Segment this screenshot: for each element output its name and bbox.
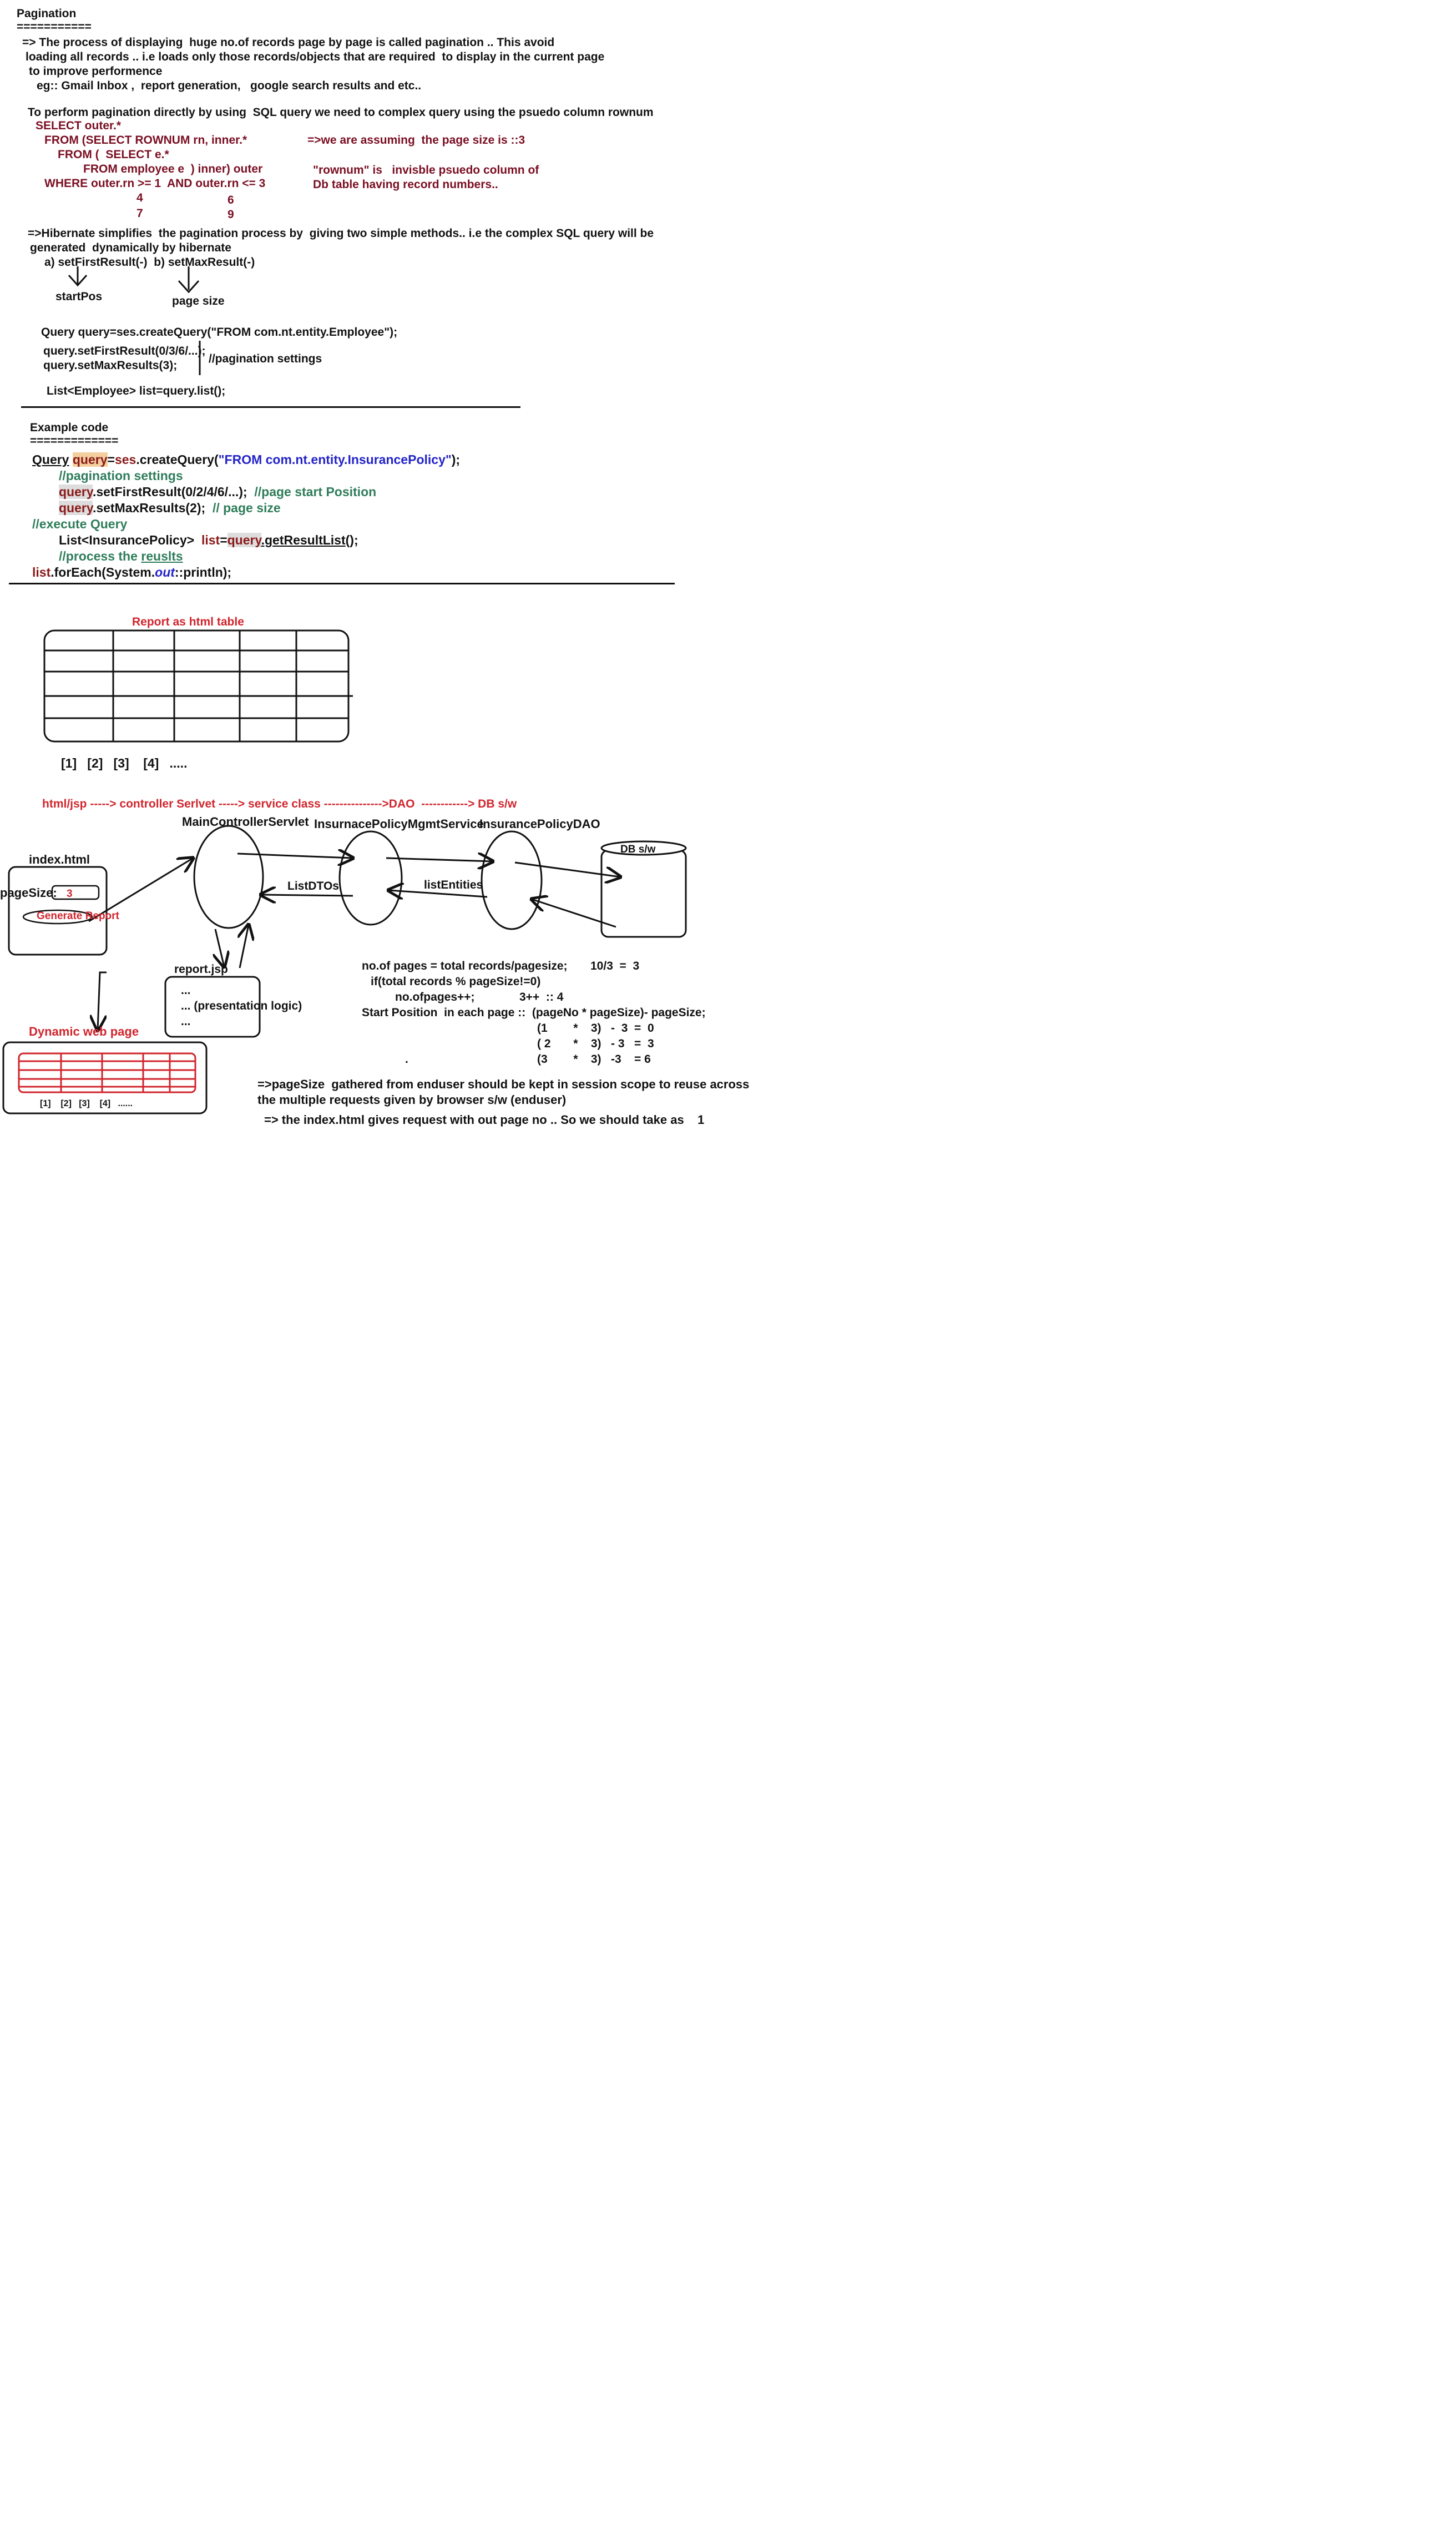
report-table-sketch (44, 631, 353, 742)
sql-num-4: 4 (136, 191, 143, 204)
code-token: out (155, 565, 175, 579)
jsp-line-1: ... (181, 984, 191, 997)
list-dtos-label: ListDTOs (287, 880, 339, 892)
code-token: //process the (59, 549, 141, 563)
calc-pages: no.of pages = total records/pagesize; (362, 960, 568, 972)
jsp-line-3: ... (181, 1015, 191, 1028)
jsp-line-2: ... (presentation logic) (181, 1000, 302, 1012)
page-title: Pagination (17, 7, 77, 20)
architecture-flow: html/jsp -----> controller Serlvet -----> service class --------------->DAO ------------> DB s/w (42, 798, 517, 810)
hibernate-line-3: a) setFirstResult(-) b) setMaxResult(-) (44, 256, 255, 269)
label-page-size: page size (172, 295, 225, 307)
code-token: reuslts (141, 549, 183, 563)
example-underline: ============= (30, 435, 119, 447)
code-token: ); (451, 452, 461, 467)
db-label: DB s/w (620, 844, 656, 855)
code-token: = (107, 452, 115, 467)
report-page-links[interactable]: [1] [2] [3] [4] ..... (61, 756, 188, 770)
code-token: //page start Position (254, 485, 377, 499)
arrow-pagesize (179, 266, 199, 292)
sql-note-rownum-1: "rownum" is invisble psuedo column of (313, 164, 539, 176)
dynamic-page-links[interactable]: [1] [2] [3] [4] ...... (40, 1099, 133, 1108)
sql-note-rownum-2: Db table having record numbers.. (313, 178, 498, 191)
generate-report-label[interactable]: Generate Report (37, 910, 119, 922)
code-token: ses (114, 452, 136, 467)
hibernate-line-1: =>Hibernate simplifies the pagination process by giving two simple methods.. i.e the complex SQL query will be (28, 227, 654, 240)
dynamic-page-table (19, 1053, 195, 1092)
main-servlet-ellipse (194, 826, 263, 928)
code-token: List<InsurancePolicy> (59, 533, 201, 547)
page-size-label: pageSize: (0, 886, 57, 900)
code-token: // page size (212, 501, 281, 515)
code-token: list (201, 533, 220, 547)
note-index-page: => the index.html gives request with out page no .. So we should take as 1 (264, 1113, 705, 1127)
calc-row-2: ( 2 * 3) - 3 = 3 (537, 1037, 654, 1050)
page-size-input (52, 886, 99, 899)
code-token: query (227, 533, 261, 547)
report-jsp-label: report.jsp (174, 963, 228, 976)
calc-increment-example: 3++ :: 4 (519, 991, 564, 1003)
calc-increment: no.ofpages++; (395, 991, 475, 1003)
dynamic-page-label: Dynamic web page (29, 1025, 139, 1038)
code-token: query (72, 452, 108, 467)
code-token: .forEach(System. (50, 565, 155, 579)
calc-dot: . (405, 1053, 408, 1066)
code-token: .getResultList (261, 533, 346, 547)
dao-ellipse (482, 831, 542, 929)
sql-line-5: WHERE outer.rn >= 1 AND outer.rn <= 3 (44, 177, 266, 190)
sql-line-2: FROM (SELECT ROWNUM rn, inner.* (44, 134, 247, 147)
hibernate-query-2: query.setFirstResult(0/3/6/...); (43, 345, 206, 357)
index-html-label: index.html (29, 853, 90, 866)
calc-start-position: Start Position in each page :: (pageNo * pageSize)- pageSize; (362, 1006, 706, 1019)
title-underline: =========== (17, 21, 92, 33)
code-token: query (59, 485, 93, 499)
calc-pages-example: 10/3 = 3 (590, 960, 640, 972)
dao-label: InsurancePolicyDAO (479, 817, 600, 831)
code-token: list (32, 565, 51, 579)
code-token: .setMaxResults(2); (92, 501, 213, 515)
sql-num-9: 9 (228, 208, 234, 221)
report-title: Report as html table (132, 616, 244, 628)
code-token: Query (32, 452, 69, 467)
hibernate-query-4: List<Employee> list=query.list(); (47, 385, 226, 397)
sql-num-7: 7 (136, 207, 143, 220)
intro-line-1: => The process of displaying huge no.of records page by page is called pagination .. This avoid (22, 36, 555, 49)
note-session-2: the multiple requests given by browser s/w (enduser) (257, 1093, 567, 1107)
code-token: = (220, 533, 228, 547)
sql-line-4: FROM employee e ) inner) outer (83, 163, 263, 175)
service-ellipse (340, 831, 402, 925)
calc-row-1: (1 * 3) - 3 = 0 (537, 1022, 654, 1035)
arrow-startpos (69, 266, 87, 285)
code-line-5: //execute Query (32, 517, 128, 531)
sql-note-page-size: =>we are assuming the page size is ::3 (307, 134, 525, 147)
code-token: ::println); (174, 565, 232, 579)
intro-line-3: to improve performence (29, 65, 163, 78)
hibernate-query-3: query.setMaxResults(3); (43, 359, 178, 372)
sql-line-1: SELECT outer.* (36, 119, 122, 132)
code-token: "FROM com.nt.entity.InsurancePolicy" (218, 452, 452, 467)
hibernate-query-1: Query query=ses.createQuery("FROM com.nt.entity.Employee"); (41, 326, 398, 339)
service-label: InsurnacePolicyMgmtService (314, 817, 484, 831)
intro-line-2: loading all records .. i.e loads only those records/objects that are required to display in the current page (26, 51, 605, 63)
hibernate-line-2: generated dynamically by hibernate (30, 241, 231, 254)
note-session-1: =>pageSize gathered from enduser should be kept in session scope to reuse across (257, 1077, 750, 1091)
code-token: .setFirstResult(0/2/4/6/...); (92, 485, 255, 499)
page-size-value[interactable]: 3 (67, 888, 73, 900)
main-servlet-label: MainControllerServlet (182, 815, 309, 829)
sql-num-6: 6 (228, 194, 234, 206)
calc-if: if(total records % pageSize!=0) (371, 975, 541, 988)
intro-line-4: eg:: Gmail Inbox , report generation, google search results and etc.. (37, 79, 422, 92)
code-token: query (59, 501, 93, 515)
sql-line-3: FROM ( SELECT e.* (58, 148, 169, 161)
code-token: .createQuery( (136, 452, 219, 467)
label-start-pos: startPos (55, 290, 103, 303)
sql-intro: To perform pagination directly by using SQL query we need to complex query using the psuedo column rownum (28, 106, 654, 119)
calc-row-3: (3 * 3) -3 = 6 (537, 1053, 651, 1066)
hibernate-query-note: //pagination settings (209, 352, 322, 365)
list-entities-label: listEntities (424, 879, 483, 891)
code-token: (); (345, 533, 358, 547)
example-title: Example code (30, 421, 109, 434)
code-line-2: //pagination settings (59, 468, 183, 483)
